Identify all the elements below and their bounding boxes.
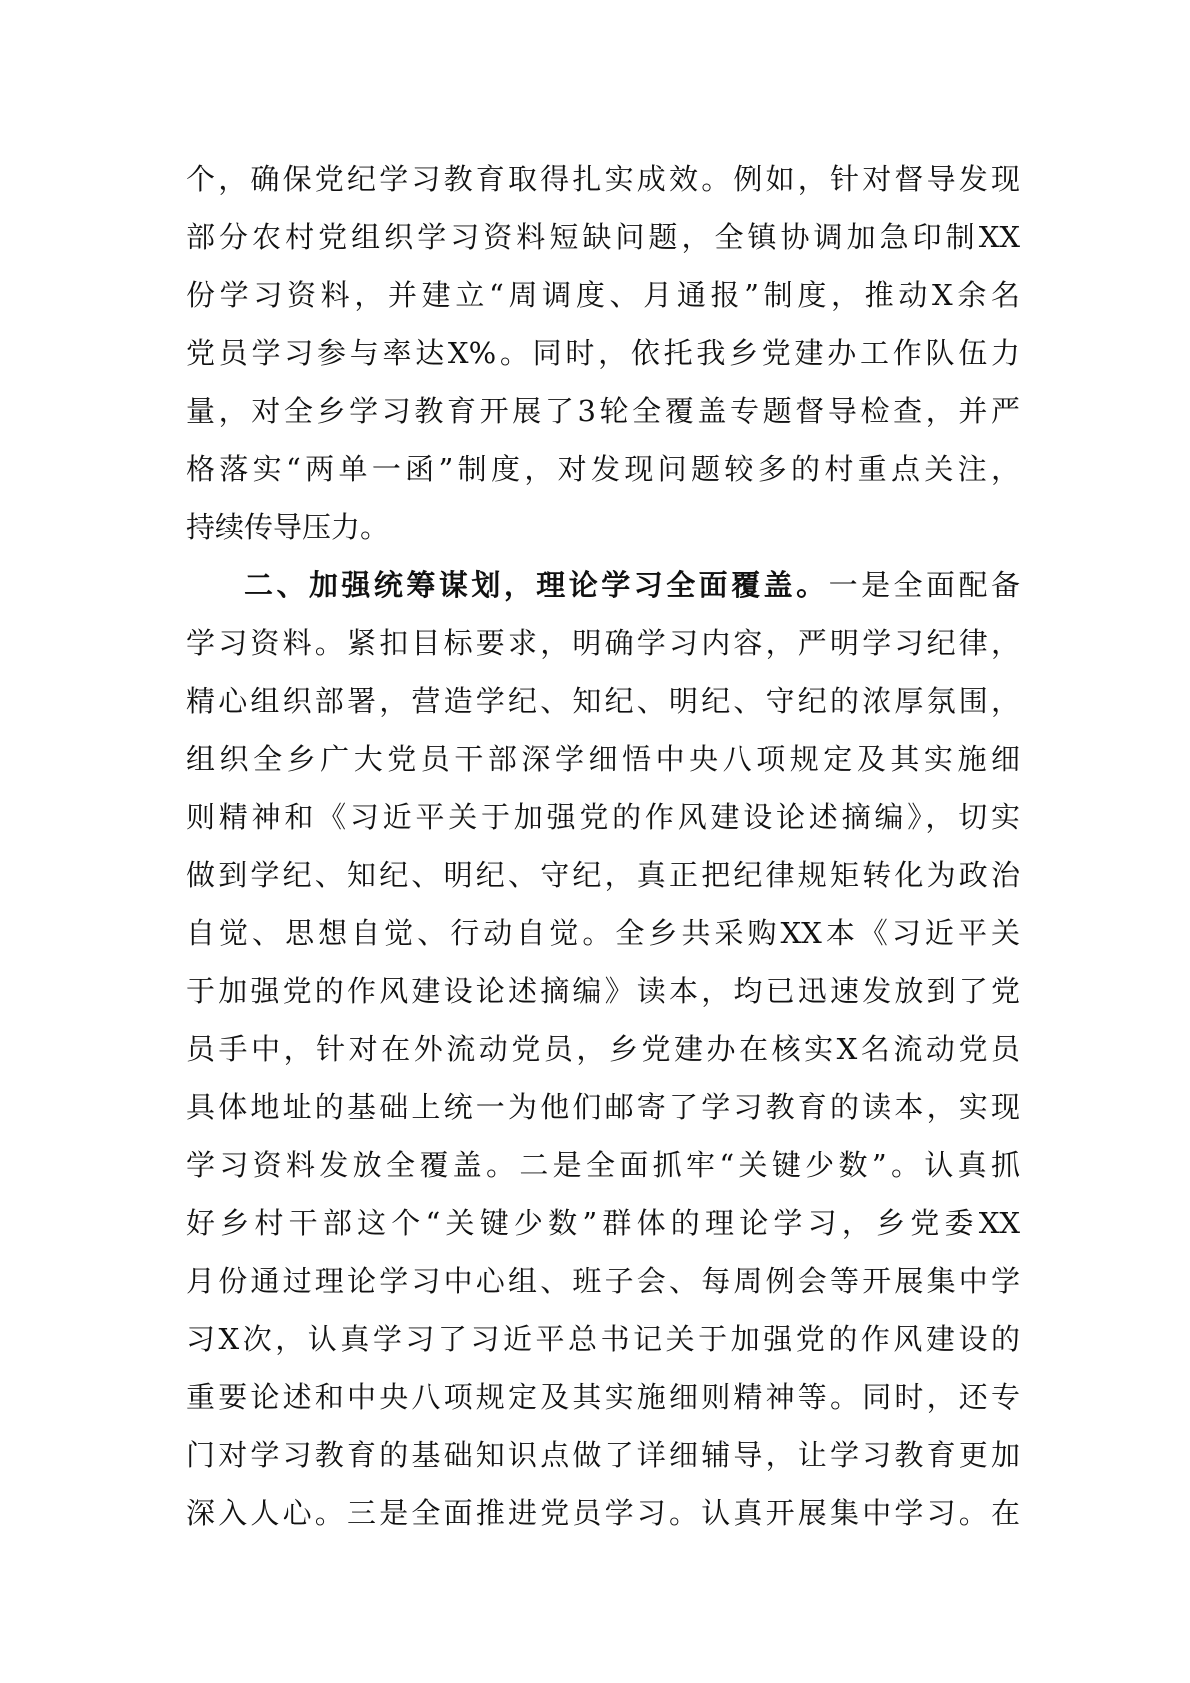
text-line: 做到学纪、知纪、明纪、守纪，真正把纪律规矩转化为政治 [186, 858, 1020, 892]
text-line: 学习资料发放全覆盖。二是全面抓牢“关键少数”。认真抓 [186, 1148, 1020, 1182]
text-line: 个，确保党纪学习教育取得扎实成效。例如，针对督导发现 [186, 162, 1020, 196]
document-body [186, 150, 1020, 1542]
text-line: 党员学习参与率达X%。同时，依托我乡党建办工作队伍力 [186, 336, 1020, 370]
text-line: 组织全乡广大党员干部深学细悟中央八项规定及其实施细 [186, 742, 1020, 776]
text-line: 学习资料。紧扣目标要求，明确学习内容，严明学习纪律， [186, 626, 1020, 660]
text-line: 深入人心。三是全面推进党员学习。认真开展集中学习。在 [186, 1496, 1020, 1530]
text-line: 门对学习教育的基础知识点做了详细辅导，让学习教育更加 [186, 1438, 1020, 1472]
text-line: 好乡村干部这个“关键少数”群体的理论学习，乡党委XX [186, 1206, 1020, 1240]
text-line: 月份通过理论学习中心组、班子会、每周例会等开展集中学 [186, 1264, 1020, 1298]
text-line: 自觉、思想自觉、行动自觉。全乡共采购XX本《习近平关 [186, 916, 1020, 950]
section-heading: 二、加强统筹谋划，理论学习全面覆盖。 [244, 568, 829, 602]
text-line: 则精神和《习近平关于加强党的作风建设论述摘编》，切实 [186, 800, 1020, 834]
text-line [186, 556, 1020, 614]
text-line: 量，对全乡学习教育开展了3轮全覆盖专题督导检查，并严 [186, 394, 1020, 428]
text-line: 格落实“两单一函”制度，对发现问题较多的村重点关注， [186, 452, 1020, 486]
paragraph-2 [186, 556, 1020, 1542]
text-line: 员手中，针对在外流动党员，乡党建办在核实X名流动党员 [186, 1032, 1020, 1066]
heading-line-rest: 一是全面配备 [828, 568, 1020, 602]
text-line: 具体地址的基础上统一为他们邮寄了学习教育的读本，实现 [186, 1090, 1020, 1124]
text-line: 部分农村党组织学习资料短缺问题，全镇协调加急印制XX [186, 220, 1020, 254]
text-line: 重要论述和中央八项规定及其实施细则精神等。同时，还专 [186, 1380, 1020, 1414]
paragraph-1 [186, 150, 1020, 556]
text-line: 于加强党的作风建设论述摘编》读本，均已迅速发放到了党 [186, 974, 1020, 1008]
text-line: 持续传导压力。 [186, 510, 390, 544]
text-line: 精心组织部署，营造学纪、知纪、明纪、守纪的浓厚氛围， [186, 684, 1020, 718]
text-line: 习X次，认真学习了习近平总书记关于加强党的作风建设的 [186, 1322, 1020, 1356]
text-line: 份学习资料，并建立“周调度、月通报”制度，推动X余名 [186, 278, 1020, 312]
